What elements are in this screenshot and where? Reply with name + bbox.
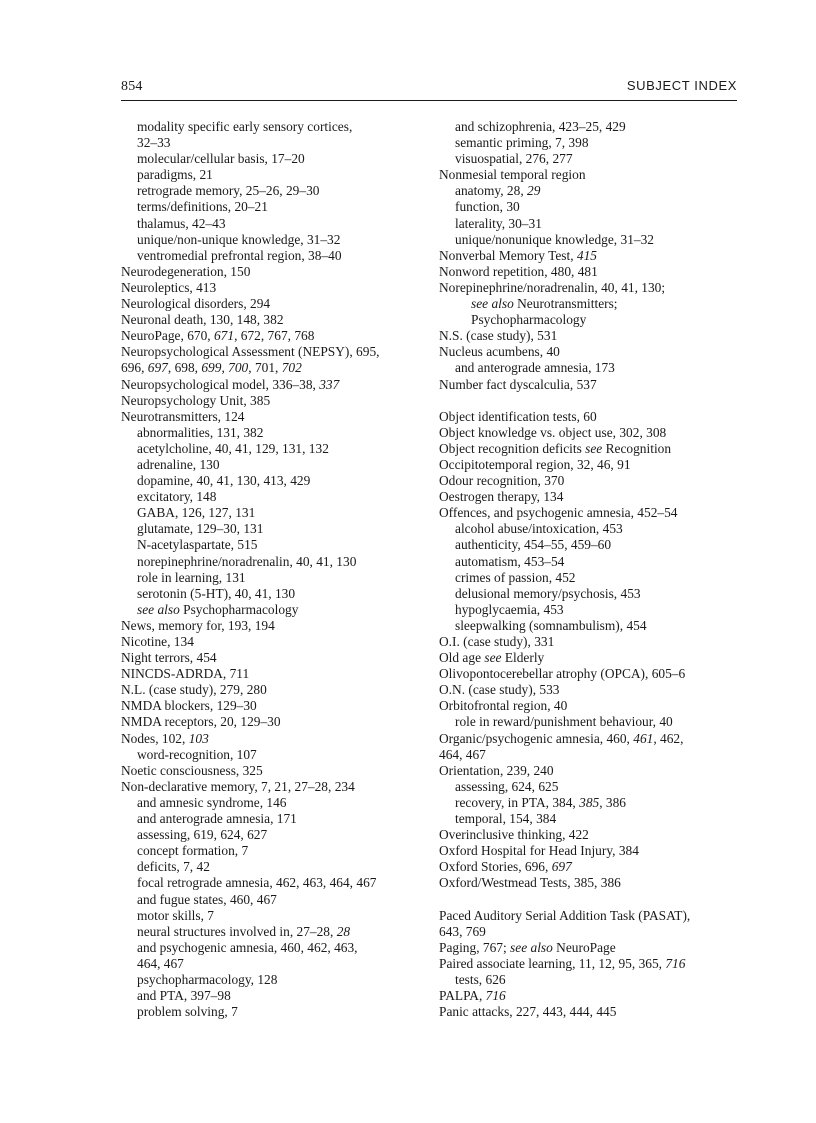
entry-text: sleepwalking (somnambulism), 454 [455,617,647,633]
entry-text: role in learning, 131 [137,569,246,585]
index-subentry [439,972,744,988]
index-subentry [439,360,744,376]
index-entry [121,296,426,312]
entry-text: Paging, 767; see also NeuroPage [439,939,616,955]
index-entry [439,377,744,393]
index-entry [439,956,744,972]
index-subentry [121,602,426,618]
entry-text: Neuroleptics, 413 [121,279,217,295]
index-subentry [121,747,426,763]
entry-text: and anterograde amnesia, 173 [455,360,615,376]
index-entry [439,409,744,425]
index-entry [121,682,426,698]
entry-text: problem solving, 7 [137,1004,238,1020]
index-subentry [121,457,426,473]
index-entry [121,650,426,666]
entry-text: and schizophrenia, 423–25, 429 [455,119,626,134]
index-subentry [439,554,744,570]
index-entry [121,264,426,280]
entry-text: assessing, 624, 625 [455,778,559,794]
entry-text: motor skills, 7 [137,907,215,923]
entry-text: word-recognition, 107 [137,746,257,762]
entry-text: News, memory for, 193, 194 [121,617,275,633]
entry-text: alcohol abuse/intoxication, 453 [455,521,623,537]
index-subentry [121,908,426,924]
index-entry [121,280,426,296]
index-entry [439,473,744,489]
index-column-left [121,119,426,1020]
index-entry [439,650,744,666]
index-entry [121,779,426,795]
entry-text: focal retrograde amnesia, 462, 463, 464, 467 [137,875,377,891]
entry-text: Oestrogen therapy, 134 [439,489,564,505]
entry-text: neural structures involved in, 27–28, 28 [137,923,351,939]
index-subentry [121,554,426,570]
index-subentry [439,618,744,634]
entry-text: O.I. (case study), 331 [439,634,555,649]
entry-continuation: 32–33 [137,135,171,151]
entry-text: crimes of passion, 452 [455,569,576,585]
index-subentry [439,135,744,151]
index-subentry [121,940,426,972]
index-subentry [439,811,744,827]
entry-text: Olivopontocerebellar atrophy (OPCA), 605–6 [439,666,686,682]
index-entry [439,344,744,360]
index-entry [121,618,426,634]
index-subentry [121,151,426,167]
entry-text: Neurodegeneration, 150 [121,263,251,279]
index-subentry [439,183,744,199]
index-subentry [121,232,426,248]
entry-text: Occipitotemporal region, 32, 46, 91 [439,456,631,472]
index-subentry [121,811,426,827]
index-entry [439,248,744,264]
index-subentry [439,232,744,248]
entry-text: Paced Auditory Serial Addition Task (PASAT), [439,907,691,923]
entry-text: Nucleus acumbens, 40 [439,344,560,360]
entry-text: Odour recognition, 370 [439,473,565,489]
index-entry [439,940,744,956]
index-subentry [121,441,426,457]
index-entry [439,167,744,183]
running-title: SUBJECT INDEX [626,78,737,93]
entry-text: function, 30 [455,199,520,215]
index-subentry [439,602,744,618]
entry-text: laterality, 30–31 [455,215,542,231]
page-header [121,78,737,95]
entry-text: adrenaline, 130 [137,456,220,472]
entry-continuation: 464, 467 [439,746,486,762]
entry-text: automatism, 453–54 [455,553,565,569]
index-entry [439,328,744,344]
entry-text: Panic attacks, 227, 443, 444, 445 [439,1004,617,1020]
entry-text: Nonword repetition, 480, 481 [439,263,598,279]
index-subentry [121,827,426,843]
entry-text: concept formation, 7 [137,843,249,859]
entry-text: Object recognition deficits see Recognition [439,440,672,456]
entry-text: semantic priming, 7, 398 [455,135,589,151]
entry-text: Overinclusive thinking, 422 [439,827,589,843]
entry-text: recovery, in PTA, 384, 385, 386 [455,794,626,810]
index-subentry [439,714,744,730]
entry-text: dopamine, 40, 41, 130, 413, 429 [137,473,311,489]
index-subentry [121,119,426,151]
index-subentry [121,199,426,215]
entry-text: temporal, 154, 384 [455,811,557,827]
entry-text: paradigms, 21 [137,167,213,183]
entry-text: unique/nonunique knowledge, 31–32 [455,231,654,247]
entry-text: anatomy, 28, 29 [455,183,541,199]
entry-text: molecular/cellular basis, 17–20 [137,151,305,167]
index-entry [439,988,744,1004]
letter-group-gap [439,892,744,908]
index-entry [439,457,744,473]
index-subentry [439,586,744,602]
index-entry [121,377,426,393]
index-subentry [121,924,426,940]
entry-text: psychopharmacology, 128 [137,971,278,987]
entry-text: Object knowledge vs. object use, 302, 308 [439,424,667,440]
index-entry [121,714,426,730]
index-entry [439,280,744,296]
entry-text: acetylcholine, 40, 41, 129, 131, 132 [137,440,329,456]
entry-text: deficits, 7, 42 [137,859,210,875]
index-entry [121,634,426,650]
index-subentry [121,537,426,553]
entry-text: unique/non-unique knowledge, 31–32 [137,231,341,247]
entry-text: Old age see Elderly [439,650,545,666]
index-subentry [121,843,426,859]
index-entry [439,634,744,650]
index-subentry [121,473,426,489]
entry-text: GABA, 126, 127, 131 [137,505,256,521]
entry-text: norepinephrine/noradrenalin, 40, 41, 130 [137,553,357,569]
index-subentry [121,425,426,441]
index-entry [121,344,426,376]
entry-text: Nonmesial temporal region [439,167,586,183]
index-entry [439,875,744,891]
entry-text: terms/definitions, 20–21 [137,199,268,215]
header-rule [121,100,737,101]
page-number: 854 [121,79,143,94]
entry-text: role in reward/punishment behaviour, 40 [455,714,673,730]
index-subentry [439,779,744,795]
entry-text: Oxford/Westmead Tests, 385, 386 [439,875,621,891]
index-entry [439,698,744,714]
entry-text: Neuronal death, 130, 148, 382 [121,312,284,328]
index-subentry [439,216,744,232]
index-subentry [121,586,426,602]
entry-text: Norepinephrine/noradrenalin, 40, 41, 130; [439,279,666,295]
entry-text: delusional memory/psychosis, 453 [455,585,641,601]
entry-text: and PTA, 397–98 [137,988,231,1004]
entry-text: Neuropsychological Assessment (NEPSY), 695, [121,344,380,360]
entry-text: Number fact dyscalculia, 537 [439,376,597,392]
entry-text: Paired associate learning, 11, 12, 95, 365, 716 [439,955,686,971]
letter-group-gap [439,393,744,409]
index-entry [439,859,744,875]
index-subentry [439,199,744,215]
index-subentry [121,972,426,988]
entry-text: visuospatial, 276, 277 [455,151,573,167]
entry-text: Nicotine, 134 [121,634,194,649]
entry-text: glutamate, 129–30, 131 [137,521,264,537]
entry-text: NMDA receptors, 20, 129–30 [121,714,281,730]
index-entry [439,666,744,682]
index-subentry [439,521,744,537]
index-subentry [121,216,426,232]
entry-text: PALPA, 716 [439,988,506,1004]
index-subentry [439,296,744,328]
index-entry [439,827,744,843]
entry-text: Orbitofrontal region, 40 [439,698,568,714]
index-column-right [439,119,744,1020]
entry-text: Neurological disorders, 294 [121,296,271,312]
index-entry [121,328,426,344]
index-subentry [121,570,426,586]
index-entry [439,843,744,859]
entry-text: Neurotransmitters, 124 [121,408,245,424]
entry-text: retrograde memory, 25–26, 29–30 [137,183,320,199]
entry-text: assessing, 619, 624, 627 [137,827,268,843]
entry-text: and anterograde amnesia, 171 [137,811,297,827]
entry-continuation: 464, 467 [137,955,184,971]
index-subentry [439,119,744,135]
index-subentry [121,248,426,264]
entry-text: thalamus, 42–43 [137,215,226,231]
entry-continuation: 643, 769 [439,923,486,939]
entry-text: see also Psychopharmacology [137,601,299,617]
entry-text: Noetic consciousness, 325 [121,762,263,778]
entry-text: see also Neurotransmitters; [471,296,618,312]
entry-continuation: Psychopharmacology [471,312,587,328]
entry-text: Night terrors, 454 [121,650,217,666]
entry-text: Oxford Hospital for Head Injury, 384 [439,843,639,859]
index-subentry [439,537,744,553]
index-subentry [121,521,426,537]
entry-text: N.S. (case study), 531 [439,328,558,344]
entry-text: ventromedial prefrontal region, 38–40 [137,247,342,263]
index-entry [121,666,426,682]
index-entry [121,763,426,779]
index-entry [439,731,744,763]
entry-text: Non-declarative memory, 7, 21, 27–28, 234 [121,778,355,794]
entry-text: Nodes, 102, 103 [121,730,209,746]
index-entry [439,763,744,779]
entry-text: serotonin (5-HT), 40, 41, 130 [137,585,296,601]
entry-text: authenticity, 454–55, 459–60 [455,537,612,553]
index-entry [439,441,744,457]
index-entry [121,312,426,328]
entry-text: NINCDS-ADRDA, 711 [121,666,250,682]
entry-text: NeuroPage, 670, 671, 672, 767, 768 [121,328,315,344]
entry-continuation: 696, 697, 698, 699, 700, 701, 702 [121,360,302,376]
index-subentry [121,795,426,811]
entry-text: tests, 626 [455,971,506,987]
index-entry [439,908,744,940]
index-entry [439,505,744,521]
index-entry [439,264,744,280]
index-entry [121,409,426,425]
entry-text: Nonverbal Memory Test, 415 [439,247,597,263]
entry-text: Organic/psychogenic amnesia, 460, 461, 462, [439,730,684,746]
entry-text: and amnesic syndrome, 146 [137,794,287,810]
entry-text: Neuropsychology Unit, 385 [121,392,271,408]
entry-text: excitatory, 148 [137,489,217,505]
index-subentry [121,167,426,183]
index-entry [439,682,744,698]
entry-text: O.N. (case study), 533 [439,682,560,698]
index-entry [439,1004,744,1020]
entry-text: N.L. (case study), 279, 280 [121,682,267,698]
index-subentry [439,151,744,167]
entry-text: Object identification tests, 60 [439,408,597,424]
entry-text: and psychogenic amnesia, 460, 462, 463, [137,939,358,955]
entry-text: abnormalities, 131, 382 [137,424,264,440]
index-subentry [121,859,426,875]
index-subentry [121,505,426,521]
index-entry [439,425,744,441]
index-entry [121,731,426,747]
entry-text: Orientation, 239, 240 [439,762,554,778]
index-entry [121,393,426,409]
entry-text: N-acetylaspartate, 515 [137,537,258,553]
entry-text: Offences, and psychogenic amnesia, 452–54 [439,505,678,521]
entry-text: Oxford Stories, 696, 697 [439,859,572,875]
index-subentry [439,795,744,811]
entry-text: and fugue states, 460, 467 [137,891,277,907]
entry-text: NMDA blockers, 129–30 [121,698,257,714]
index-subentry [121,875,426,891]
index-subentry [121,183,426,199]
entry-text: hypoglycaemia, 453 [455,601,564,617]
index-subentry [439,570,744,586]
index-subentry [121,988,426,1004]
index-subentry [121,892,426,908]
index-entry [121,698,426,714]
entry-text: Neuropsychological model, 336–38, 337 [121,376,340,392]
index-entry [439,489,744,505]
index-subentry [121,489,426,505]
index-subentry [121,1004,426,1020]
entry-text: modality specific early sensory cortices, [137,119,353,134]
